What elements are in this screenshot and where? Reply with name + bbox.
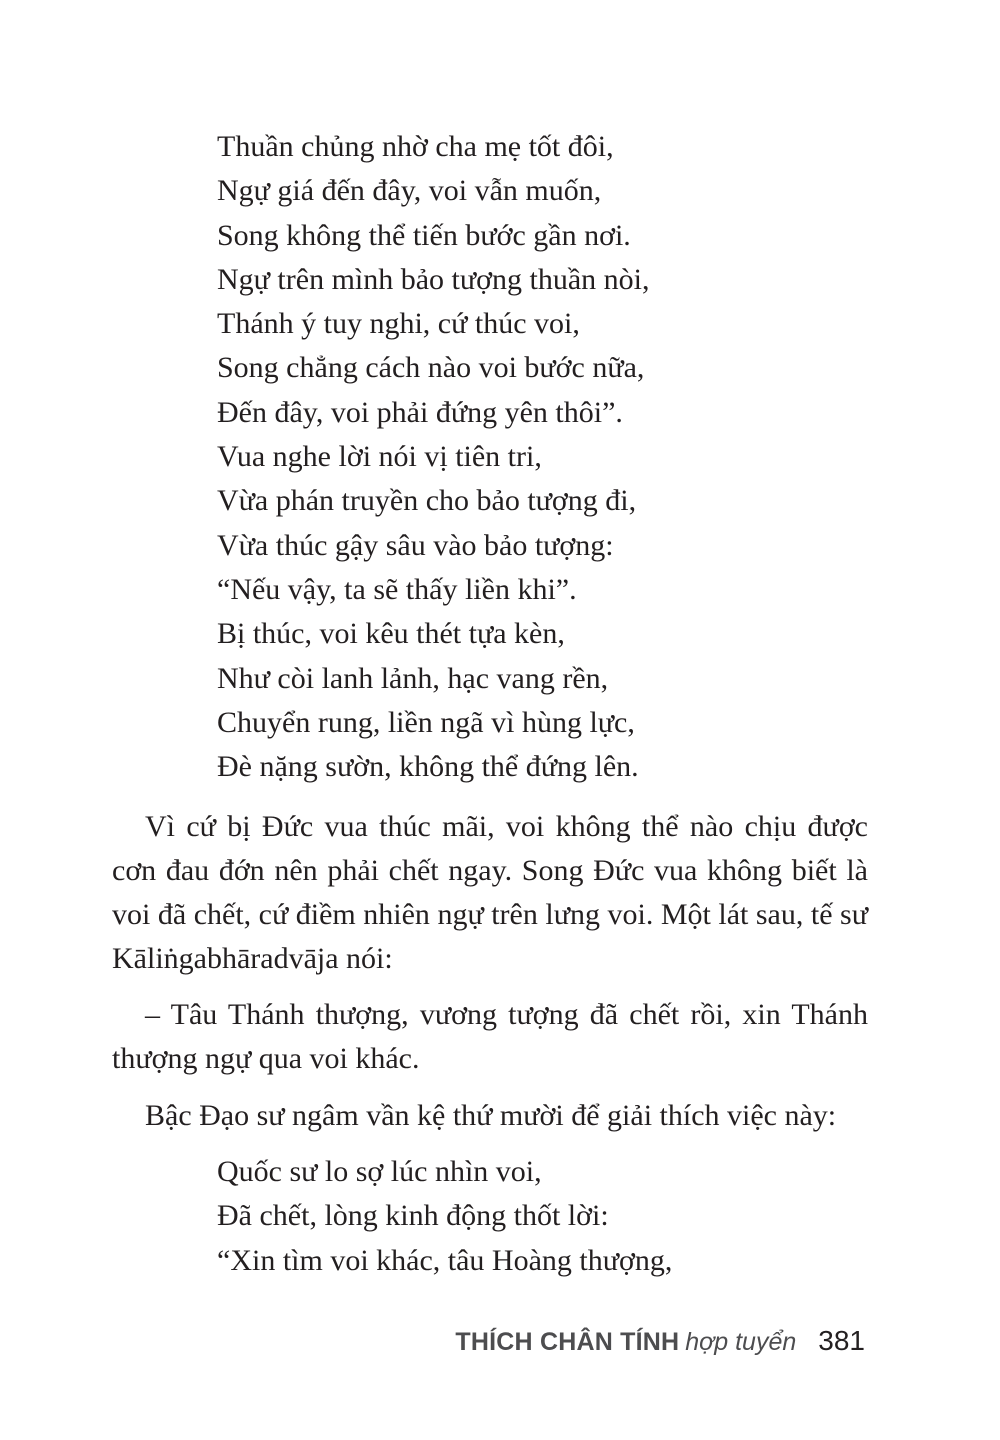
verse-line: Chuyển rung, liền ngã vì hùng lực, bbox=[217, 705, 635, 739]
verse-line: Như còi lanh lảnh, hạc vang rền, bbox=[217, 661, 609, 695]
page-number: 381 bbox=[818, 1325, 865, 1356]
footer-subtitle: hợp tuyển bbox=[685, 1328, 797, 1356]
verse-line: Đã chết, lòng kinh động thốt lời: bbox=[217, 1199, 609, 1233]
page-footer bbox=[455, 1325, 865, 1369]
verse-stanza-1 bbox=[217, 125, 917, 789]
paragraph-text: – Tâu Thánh thượng, vương tượng đã chết rồi, xin Thánh thượng ngự qua voi khác. bbox=[112, 998, 868, 1075]
verse-line: Quốc sư lo sợ lúc nhìn voi, bbox=[217, 1155, 542, 1188]
paragraph-narration bbox=[112, 805, 868, 981]
verse-line: “Xin tìm voi khác, tâu Hoàng thượng, bbox=[217, 1243, 673, 1277]
verse-line: Song không thể tiến bước gần nơi. bbox=[217, 218, 631, 252]
verse-line: Đè nặng sườn, không thể đứng lên. bbox=[217, 750, 639, 784]
verse-line: Ngự giá đến đây, voi vẫn muốn, bbox=[217, 174, 602, 208]
footer-author: THÍCH CHÂN TÍNH bbox=[455, 1328, 680, 1356]
verse-line: Song chẳng cách nào voi bước nữa, bbox=[217, 351, 645, 385]
paragraph-text: Bậc Đạo sư ngâm vần kệ thứ mười để giải thích việc này: bbox=[145, 1099, 837, 1132]
paragraph-intro-verse bbox=[112, 1094, 868, 1138]
verse-stanza-2 bbox=[217, 1150, 917, 1283]
verse-line: Đến đây, voi phải đứng yên thôi”. bbox=[217, 395, 623, 429]
verse-line: Vừa thúc gậy sâu vào bảo tượng: bbox=[217, 528, 614, 562]
verse-line: Vua nghe lời nói vị tiên tri, bbox=[217, 440, 542, 474]
verse-line: Vừa phán truyền cho bảo tượng đi, bbox=[217, 484, 637, 518]
verse-line: Thánh ý tuy nghi, cứ thúc voi, bbox=[217, 307, 580, 341]
verse-line: Bị thúc, voi kêu thét tựa kèn, bbox=[217, 617, 565, 651]
paragraph-text: Vì cứ bị Đức vua thúc mãi, voi không thể nào chịu được cơn đau đớn nên phải chết ngay. Song Đức vua không biết là voi đã chết, cứ điềm nhiên ngự trên lưng voi. Một lát sau, tế sư Kāliṅgabhāradvāja nói: bbox=[112, 810, 868, 975]
verse-line: Thuần chủng nhờ cha mẹ tốt đôi, bbox=[217, 130, 614, 163]
paragraph-dialogue bbox=[112, 993, 868, 1081]
verse-line: “Nếu vậy, ta sẽ thấy liền khi”. bbox=[217, 572, 577, 606]
verse-line: Ngự trên mình bảo tượng thuần nòi, bbox=[217, 262, 650, 296]
